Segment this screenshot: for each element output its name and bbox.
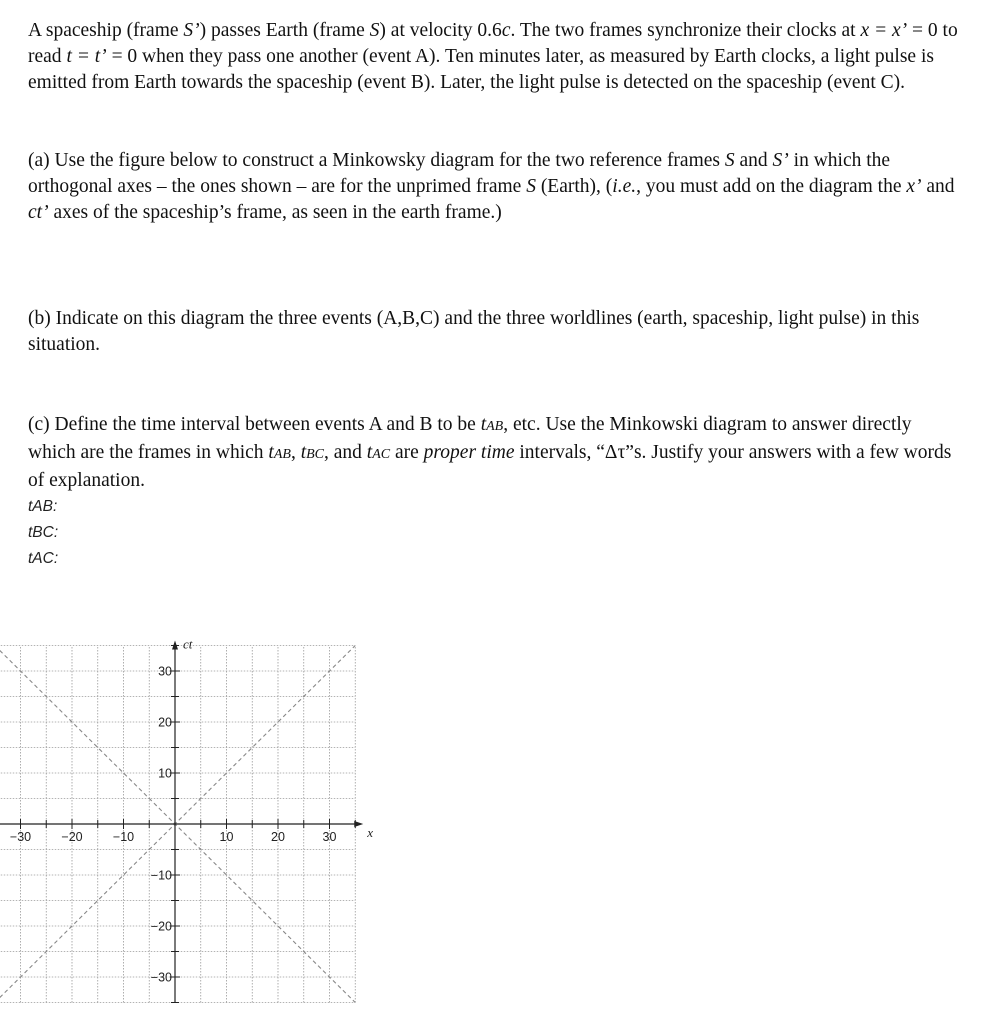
part-c-text: , etc. Use the Minkowski diagram to answer directly which are the frames in which	[28, 414, 912, 463]
x-axis-label: x	[367, 825, 374, 840]
x-tick-label: −20	[61, 830, 83, 844]
minkowski-diagram	[9, 636, 374, 996]
part-a-text: in which the orthogonal axes – the ones shown – are for the unprimed frame	[28, 150, 891, 197]
t-symbol: t	[366, 442, 373, 463]
ct-tick-label: −10	[150, 868, 172, 883]
part-a-text: , you must add on the diagram the	[636, 176, 907, 197]
intro-text: A spaceship (frame	[28, 20, 184, 41]
intro-text: . The two frames synchronize their clocks at	[510, 20, 861, 41]
part-a-text: and	[921, 176, 955, 197]
part-a-text: (a) Use the figure below to construct a Minkowsky diagram for the two reference frames	[28, 150, 725, 171]
speed-of-light-symbol: c	[501, 20, 511, 41]
t-symbol: t	[300, 442, 307, 463]
frame-sprime: S’	[183, 20, 200, 41]
ct-tick-label: 10	[158, 766, 172, 781]
intro-paragraph	[28, 18, 958, 96]
frame-s: S	[369, 20, 380, 41]
part-a-paragraph	[28, 148, 958, 226]
ct-tick-label: −20	[150, 919, 172, 934]
position-equation: x = x’	[860, 20, 908, 41]
part-c-text: are	[390, 442, 424, 463]
frame-s: S	[526, 176, 536, 197]
frame-sprime: S’	[772, 150, 789, 171]
t-subscript: BC	[306, 447, 325, 462]
ct-tick-label: −30	[150, 970, 172, 985]
frame-s: S	[724, 150, 735, 171]
part-c-text: ,	[290, 442, 301, 463]
answer-label-tac: tAC:	[28, 550, 59, 567]
part-c-text: intervals, “Δτ”s. Justify your answers with a few words of explanation.	[28, 442, 952, 491]
axes	[0, 641, 363, 1003]
part-c-text: , and	[324, 442, 367, 463]
part-b-text: (b) Indicate on this diagram the three events (A,B,C) and the three worldlines (earth, spaceship, light pulse) in this situation.	[28, 308, 920, 355]
x-tick-label: 30	[322, 830, 337, 844]
t-subscript: AB	[273, 447, 291, 462]
time-equation: t = t’	[66, 46, 107, 67]
intro-text: ) at velocity 0.6	[379, 20, 502, 41]
answer-label-tbc: tBC:	[28, 524, 59, 541]
ct-tick-label: 30	[158, 664, 172, 679]
x-tick-label: −30	[9, 830, 32, 844]
x-tick-label: 10	[219, 830, 234, 844]
intro-text: ) passes Earth (frame	[199, 20, 370, 41]
tick-labels	[10, 637, 373, 985]
intro-text: = 0 to read	[28, 20, 958, 67]
t-subscript: AC	[372, 447, 391, 462]
xprime-symbol: x’	[906, 176, 922, 197]
t-symbol: t	[480, 414, 487, 435]
part-b-paragraph	[28, 306, 958, 358]
part-c-text: (c) Define the time interval between events A and B to be	[28, 414, 481, 435]
t-symbol: t	[268, 442, 274, 463]
intro-text: = 0 when they pass one another (event A). Ten minutes later, as measured by Earth clocks, a light pulse is emitted from Earth towards the spaceship (event B). Later, the light pulse is detected on the spaceship (event C).	[28, 46, 934, 93]
answer-label-tab: tAB:	[28, 498, 58, 515]
x-tick-label: −10	[112, 830, 135, 844]
part-a-text: and	[734, 150, 773, 171]
proper-time-term: proper time	[423, 442, 515, 463]
part-c-paragraph	[28, 412, 958, 494]
part-a-text: axes of the spaceship’s frame, as seen in the earth frame.)	[48, 202, 502, 223]
t-subscript: AB	[486, 419, 504, 434]
part-a-text: (Earth), (	[535, 176, 613, 197]
ie-abbrev: i.e.	[612, 176, 637, 197]
ct-axis-label: ct	[183, 636, 193, 652]
ctprime-symbol: ct’	[28, 202, 49, 223]
x-tick-label: 20	[271, 830, 285, 844]
ct-tick-label: 20	[158, 715, 172, 730]
